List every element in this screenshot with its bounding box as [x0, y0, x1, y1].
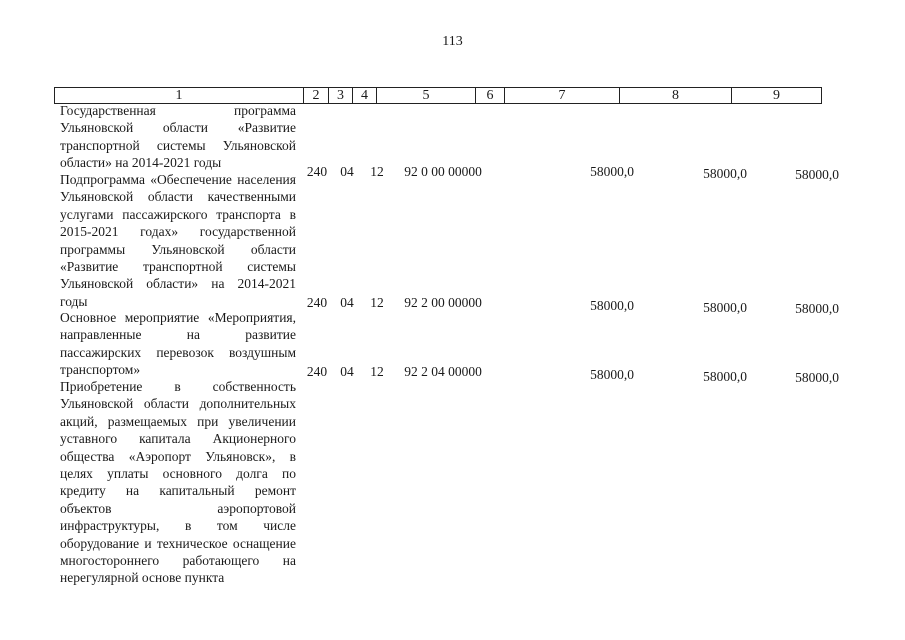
row-2-col-5: 92 2 00 00000 [404, 295, 482, 310]
row-3-col-9: 58000,0 [795, 370, 839, 385]
row-3-col-7: 58000,0 [590, 367, 634, 382]
row-3-col-3: 04 [340, 364, 354, 379]
header-col-9: 9 [732, 88, 822, 104]
row-1-col-9: 58000,0 [795, 167, 839, 182]
row-1-col-8: 58000,0 [703, 166, 747, 181]
header-col-3: 3 [329, 88, 353, 104]
row-1-col-2: 240 [306, 164, 328, 179]
row-3-name: Основное мероприятие «Мероприятия, направленные на развитие пассажирских перевозок воздушным транспортом» [60, 310, 296, 378]
row-2-col-9: 58000,0 [795, 301, 839, 316]
page-number: 113 [442, 34, 463, 49]
row-1-col-3: 04 [340, 164, 354, 179]
row-3-col-8: 58000,0 [703, 369, 747, 384]
row-3-col-4: 12 [370, 364, 384, 379]
row-3-col-5: 92 2 04 00000 [404, 364, 482, 379]
row-1-name: Государственная программа Ульяновской области «Развитие транспортной системы Ульяновской области» на 2014-2021 годы [60, 103, 296, 171]
header-col-4: 4 [353, 88, 377, 104]
row-2-col-4: 12 [370, 295, 384, 310]
row-1-col-5: 92 0 00 00000 [404, 164, 482, 179]
header-col-8: 8 [620, 88, 732, 104]
row-1-col-7: 58000,0 [590, 164, 634, 179]
row-4-name: Приобретение в собственность Ульяновской области дополнительных акций, размещаемых при увеличении уставного капитала Акционерного общества «Аэропорт Ульяновск», в целях уплаты основного долга по кредиту на капитальный ремонт объектов аэропортовой инфраструктуры, в том числе оборудование и техническое оснащение многостороннего работающего на нерегулярной основе пункта [60, 379, 296, 586]
header-col-1: 1 [55, 88, 304, 104]
header-col-5: 5 [377, 88, 476, 104]
header-col-2: 2 [304, 88, 329, 104]
row-2-col-7: 58000,0 [590, 298, 634, 313]
row-3-col-2: 240 [306, 364, 328, 379]
row-2-name: Подпрограмма «Обеспечение населения Ульяновской области качественными услугами пассажирского транспорта в 2015-2021 годах» государственной программы Ульяновской области «Развитие транспортной системы Ульяновской области» на 2014-2021 годы [60, 172, 296, 309]
header-col-6: 6 [476, 88, 505, 104]
header-col-7: 7 [505, 88, 620, 104]
row-2-col-2: 240 [306, 295, 328, 310]
row-2-col-3: 04 [340, 295, 354, 310]
row-1-col-4: 12 [370, 164, 384, 179]
row-2-col-8: 58000,0 [703, 300, 747, 315]
